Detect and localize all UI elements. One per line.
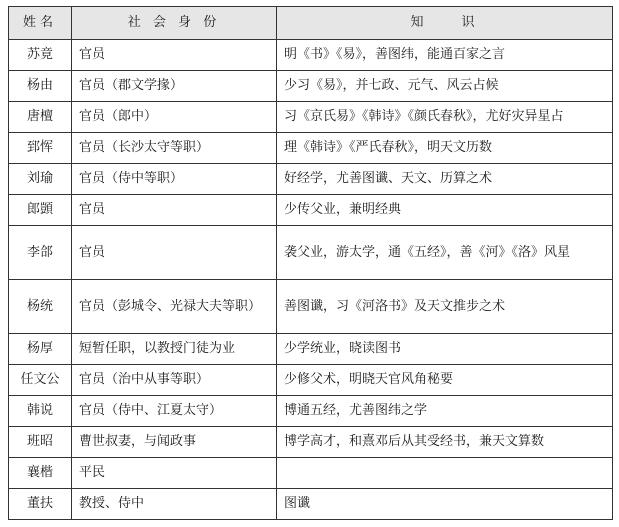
table-row [9, 334, 613, 365]
cell-identity: 短暂任职，以教授门徒为业 [72, 334, 277, 365]
cell-name: 郎顗 [9, 195, 72, 226]
table-row [9, 195, 613, 226]
header-identity: 社 会 身 份 [72, 7, 277, 40]
cell-identity: 官员（彭城令、光禄大夫等职） [72, 280, 277, 334]
cell-identity: 官员（侍中、江夏太守） [72, 396, 277, 427]
cell-knowledge: 博通五经，尤善图纬之学 [277, 396, 613, 427]
header-row [9, 7, 613, 40]
cell-knowledge: 理《韩诗》《严氏春秋》，明天文历数 [277, 133, 613, 164]
cell-identity: 教授、侍中 [72, 489, 277, 520]
cell-knowledge: 少修父术，明晓天官风角秘要 [277, 365, 613, 396]
table-row [9, 71, 613, 102]
cell-identity: 曹世叔妻，与闻政事 [72, 427, 277, 458]
table-row [9, 226, 613, 280]
table-row [9, 458, 613, 489]
cell-name: 唐檀 [9, 102, 72, 133]
cell-knowledge: 少习《易》，并七政、元气、风云占候 [277, 71, 613, 102]
cell-name: 李郃 [9, 226, 72, 280]
cell-knowledge: 少学统业，晓读图书 [277, 334, 613, 365]
cell-identity: 官员（长沙太守等职） [72, 133, 277, 164]
header-name: 姓名 [9, 7, 72, 40]
cell-name: 董扶 [9, 489, 72, 520]
table-row [9, 102, 613, 133]
table-row [9, 40, 613, 71]
cell-identity: 官员（郡文学掾） [72, 71, 277, 102]
cell-name: 杨统 [9, 280, 72, 334]
table-row [9, 396, 613, 427]
table-row [9, 427, 613, 458]
cell-identity: 官员（治中从事等职） [72, 365, 277, 396]
cell-knowledge: 博学高才，和熹邓后从其受经书，兼天文算数 [277, 427, 613, 458]
cell-knowledge: 好经学，尤善图谶、天文、历算之术 [277, 164, 613, 195]
header-knowledge: 知 识 [277, 7, 613, 40]
cell-knowledge: 明《书》《易》，善图纬，能通百家之言 [277, 40, 613, 71]
cell-identity: 官员（侍中等职） [72, 164, 277, 195]
cell-name: 杨厚 [9, 334, 72, 365]
table-container [8, 6, 613, 520]
cell-knowledge: 少传父业，兼明经典 [277, 195, 613, 226]
table-row [9, 280, 613, 334]
cell-name: 苏竟 [9, 40, 72, 71]
table-row [9, 133, 613, 164]
cell-identity: 官员 [72, 195, 277, 226]
table-row [9, 365, 613, 396]
cell-identity: 官员（郎中） [72, 102, 277, 133]
cell-knowledge: 图谶 [277, 489, 613, 520]
cell-name: 韩说 [9, 396, 72, 427]
cell-knowledge: 袭父业，游太学，通《五经》，善《河》《洛》风星 [277, 226, 613, 280]
cell-name: 郅恽 [9, 133, 72, 164]
cell-identity: 官员 [72, 40, 277, 71]
cell-name: 班昭 [9, 427, 72, 458]
cell-identity: 官员 [72, 226, 277, 280]
cell-name: 襄楷 [9, 458, 72, 489]
cell-knowledge: 习《京氏易》《韩诗》《颜氏春秋》，尤好灾异星占 [277, 102, 613, 133]
scholars-table [8, 6, 613, 520]
table-row [9, 164, 613, 195]
cell-name: 杨由 [9, 71, 72, 102]
cell-identity: 平民 [72, 458, 277, 489]
table-row [9, 489, 613, 520]
cell-name: 任文公 [9, 365, 72, 396]
cell-name: 刘瑜 [9, 164, 72, 195]
cell-knowledge: 善图谶，习《河洛书》及天文推步之术 [277, 280, 613, 334]
cell-knowledge [277, 458, 613, 489]
